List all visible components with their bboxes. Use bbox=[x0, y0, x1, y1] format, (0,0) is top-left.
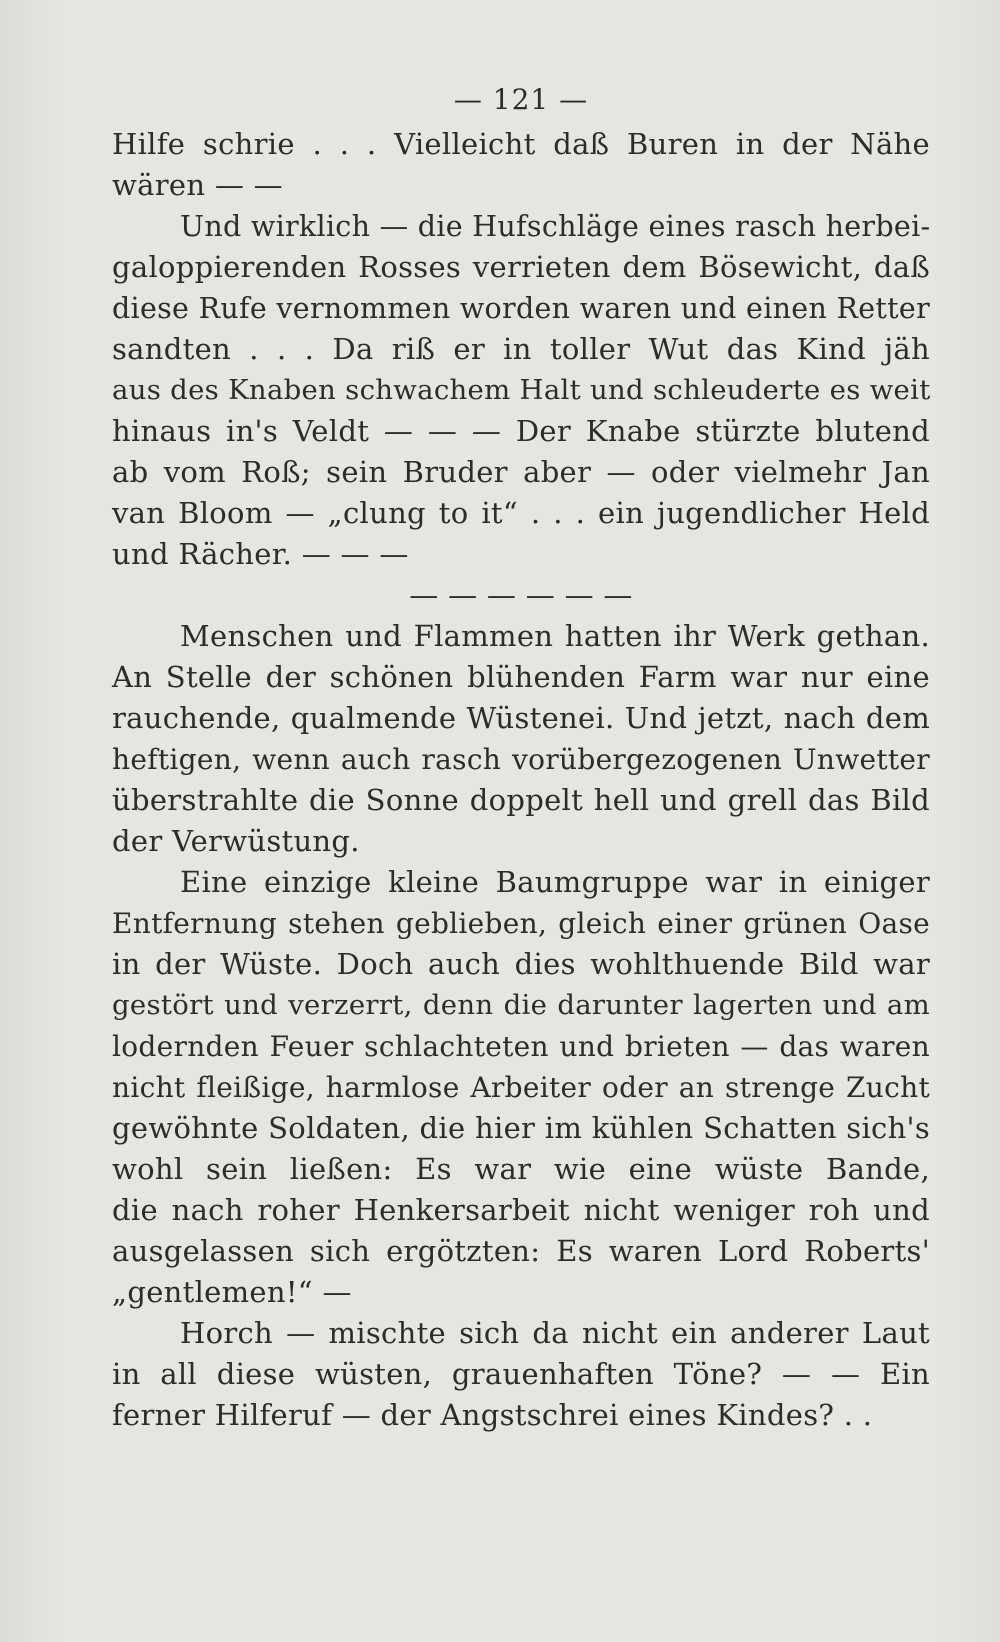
text-line: Und wirklich — die Hufschläge eines rasch herbei- bbox=[180, 210, 931, 243]
body-text bbox=[112, 124, 930, 1436]
text-line: hinaus in's Veldt — — — Der Knabe stürzte blutend bbox=[112, 414, 930, 448]
text-line: sandten . . . Da riß er in toller Wut das Kind jäh bbox=[112, 332, 930, 366]
text-line: Horch — mischte sich da nicht ein anderer Laut bbox=[180, 1316, 930, 1350]
text-line: wären — — bbox=[112, 168, 283, 202]
text-line: in der Wüste. Doch auch dies wohlthuende Bild war bbox=[112, 947, 930, 981]
text-line: der Verwüstung. bbox=[112, 824, 360, 858]
section-divider: — — — — — — bbox=[409, 578, 633, 612]
text-line: Entfernung stehen geblieben, gleich einer grünen Oase bbox=[112, 907, 930, 940]
text-line: van Bloom — „clung to it“ . . . ein jugendlicher Held bbox=[112, 496, 930, 530]
text-line: nicht fleißige, harmlose Arbeiter oder an strenge Zucht bbox=[112, 1071, 930, 1104]
text-line: Hilfe schrie . . . Vielleicht daß Buren in der Nähe bbox=[112, 127, 930, 161]
page-number: — 121 — bbox=[453, 83, 589, 116]
text-line: Menschen und Flammen hatten ihr Werk gethan. bbox=[180, 619, 930, 653]
text-line: überstrahlte die Sonne doppelt hell und grell das Bild bbox=[112, 783, 930, 817]
text-line: die nach roher Henkersarbeit nicht weniger roh und bbox=[112, 1193, 930, 1227]
text-line: ausgelassen sich ergötzten: Es waren Lord Roberts' bbox=[112, 1234, 930, 1268]
text-line: ferner Hilferuf — der Angstschrei eines Kindes? . . bbox=[112, 1398, 873, 1432]
text-line: diese Rufe vernommen worden waren und einen Retter bbox=[112, 292, 930, 325]
text-line: wohl sein ließen: Es war wie eine wüste Bande, bbox=[112, 1152, 930, 1186]
text-line: gestört und verzerrt, denn die darunter lagerten und am bbox=[112, 989, 930, 1021]
text-line: rauchende, qualmende Wüstenei. Und jetzt, nach dem bbox=[112, 701, 930, 735]
text-line: und Rächer. — — — bbox=[112, 537, 409, 571]
text-line: Eine einzige kleine Baumgruppe war in einiger bbox=[180, 865, 930, 899]
text-line: gewöhnte Soldaten, die hier im kühlen Schatten sich's bbox=[112, 1111, 930, 1145]
text-line: An Stelle der schönen blühenden Farm war nur eine bbox=[112, 660, 930, 694]
text-line: heftigen, wenn auch rasch vorübergezogenen Unwetter bbox=[112, 743, 930, 776]
text-line: in all diese wüsten, grauenhaften Töne? — — Ein bbox=[112, 1357, 930, 1391]
text-line: aus des Knaben schwachem Halt und schleuderte es weit bbox=[112, 374, 931, 406]
text-line: „gentlemen!“ — bbox=[112, 1275, 352, 1309]
text-line: ab vom Roß; sein Bruder aber — oder vielmehr Jan bbox=[112, 455, 930, 489]
text-line: lodernden Feuer schlachteten und brieten — das waren bbox=[112, 1030, 930, 1063]
text-line: galoppierenden Rosses verrieten dem Bösewicht, daß bbox=[112, 250, 930, 284]
